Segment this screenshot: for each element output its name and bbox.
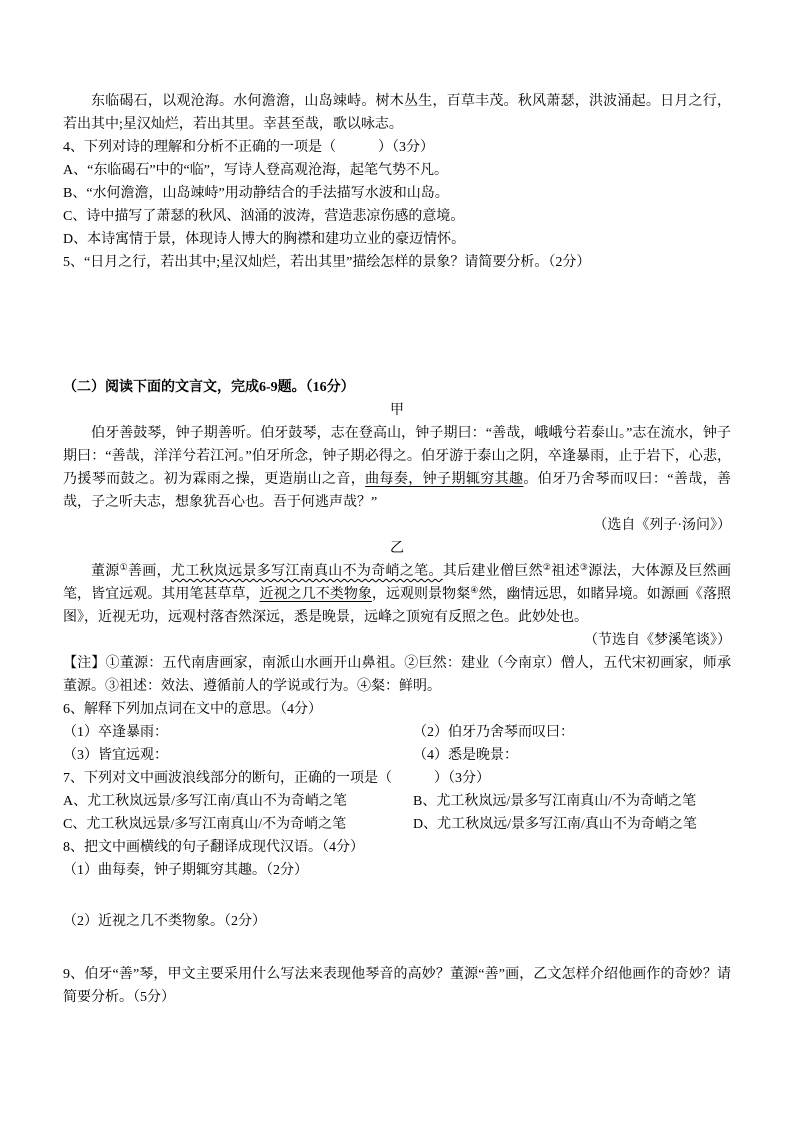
question-7: 7、下列对文中画波浪线部分的断句，正确的一项是（ ）（3分） <box>63 771 490 786</box>
section-2-heading: （二）阅读下面的文言文，完成6-9题。（16分） <box>63 380 355 395</box>
passage-yi-text <box>63 560 731 629</box>
passage-jia-text <box>63 422 731 514</box>
passage-jia-source: （选自《列子·汤问》） <box>593 518 731 533</box>
note-ref-1: ① <box>119 562 128 572</box>
note-ref-2: ② <box>542 562 552 572</box>
question-4-option-d: D、本诗寓情于景，体现诗人博大的胸襟和建功立业的豪迈情怀。 <box>63 232 466 247</box>
yi-wavy-underlined-text: 尤工秋岚远景多写江南真山不为奇峭之笔。 <box>170 564 443 579</box>
question-6-item-3: （3）皆宜远观： <box>63 748 168 763</box>
question-8-item-2: （2）近视之几不类物象。（2分） <box>63 914 266 929</box>
passage-jia-label: 甲 <box>390 403 404 418</box>
question-6-item-1: （1）卒逢暴雨： <box>63 725 168 740</box>
annotations: 【注】①董源：五代南唐画家，南派山水画开山鼻祖。②巨然：建业（今南京）僧人，五代宋初画家，师承董源。③祖述：效法、遵循前人的学说或行为。④粲：鲜明。 <box>63 656 731 694</box>
jia-text-plain: 伯牙善鼓琴，钟子期善听。伯牙鼓琴，志在登高山，钟子期曰：“善哉，峨峨兮若泰山。”志在流水，钟子期曰：“善哉，洋洋兮若江河。”伯牙所念，钟子期必得之。伯牙游于泰山之阴，卒逢暴雨，止于岩下，心悲，乃援琴而鼓之。初为霖雨之操，更造崩山之音， <box>63 426 731 487</box>
question-7-option-a: A、尤工秋岚远景/多写江南/真山不为奇峭之笔 <box>63 794 347 809</box>
yi-text-plain: 源法，大体源及巨然画笔，皆宜远观。其用笔甚草草， <box>63 564 732 602</box>
note-ref-3: ③ <box>579 562 589 572</box>
question-4: 4、下列对诗的理解和分析不正确的一项是（ ）（3分） <box>63 140 434 155</box>
jia-underlined-text: 曲每奏，钟子期辄穷其趣 <box>365 472 524 487</box>
question-6-item-2: （2）伯牙乃舍琴而叹曰： <box>413 725 574 740</box>
question-6-items <box>63 721 731 767</box>
question-7-options <box>63 790 731 836</box>
question-7-option-c: C、尤工秋岚远景/多写江南真山/不为奇峭之笔 <box>63 817 347 832</box>
question-4-option-c: C、诗中描写了萧瑟的秋风、汹涌的波涛，营造悲凉伤感的意境。 <box>63 209 465 224</box>
question-9: 9、伯牙“善”琴，甲文主要采用什么写法来表现他琴音的高妙？董源“善”画，乙文怎样介绍他画作的奇妙？请简要分析。（5分） <box>63 967 731 1005</box>
passage-yi-source: （节选自《梦溪笔谈》） <box>584 633 731 648</box>
question-5: 5、“日月之行，若出其中;星汉灿烂，若出其里”描绘怎样的景象？请简要分析。（2分） <box>63 255 591 270</box>
yi-text-plain: ，远观则景物粲 <box>371 587 471 602</box>
note-ref-4: ④ <box>470 585 479 595</box>
question-7-option-b: B、尤工秋岚远/景多写江南真山/不为奇峭之笔 <box>413 794 697 809</box>
jia-text-plain-end: 。伯牙乃舍琴而叹曰：“善哉，善哉，子之听夫志，想象犹吾心也。吾于何逃声哉？” <box>63 472 732 510</box>
question-6-item-4: （4）悉是晚景： <box>413 748 518 763</box>
yi-text-plain: 善画， <box>128 564 171 579</box>
yi-text-plain: 其后建业僧巨然 <box>442 564 543 579</box>
question-4-option-a: A、“东临碣石”中的“临”，写诗人登高观沧海，起笔气势不凡。 <box>63 163 448 178</box>
question-7-option-d: D、尤工秋岚远/景多写江南/真山不为奇峭之笔 <box>413 817 697 832</box>
yi-text-plain: 然，幽情远思，如睹异境。如源画《落照图》，近视无功，远观村落杳然深远，悉是晚景，远峰之顶宛有反照之色。此妙处也。 <box>63 587 732 625</box>
question-8-item-1: （1）曲每奏，钟子期辄穷其趣。（2分） <box>63 863 308 878</box>
passage-yi-label: 乙 <box>390 541 404 556</box>
question-6: 6、解释下列加点词在文中的意思。（4分） <box>63 702 322 717</box>
question-4-option-b: B、“水何澹澹，山岛竦峙”用动静结合的手法描写水波和山岛。 <box>63 186 449 201</box>
poem-paragraph: 东临碣石，以观沧海。水何澹澹，山岛竦峙。树木丛生，百草丰茂。秋风萧瑟，洪波涌起。日月之行，若出其中;星汉灿烂，若出其里。幸甚至哉，歌以咏志。 <box>63 94 731 132</box>
question-8: 8、把文中画横线的句子翻译成现代汉语。（4分） <box>63 840 364 855</box>
yi-text-plain: 祖述 <box>551 564 580 579</box>
yi-underlined-text: 近视之几不类物象 <box>259 587 372 602</box>
yi-text-plain: 董源 <box>91 564 120 579</box>
